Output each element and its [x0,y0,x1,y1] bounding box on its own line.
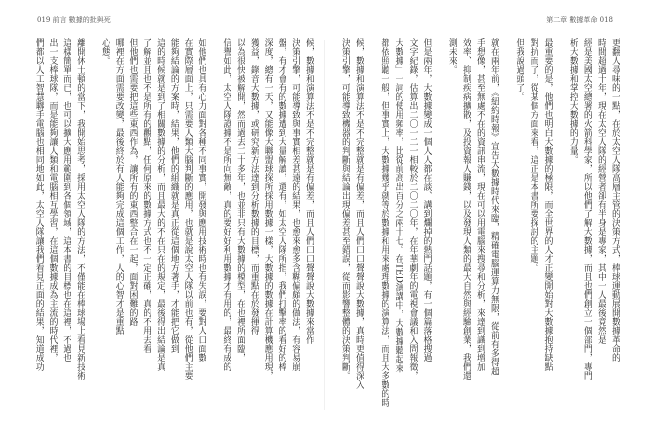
text-column: 候，數據和演算法不是不完整就是有偏差，而且人們口口聲聲說大數據，真時更值得深入 [354,38,365,389]
text-column: 時間超過十年，現在太空人隊的經營者卻有半身是專家，其中一人最後竟然是 [595,38,606,344]
text-column: 這的時候就是到了相關數據的分析，而且最大的不在只在的規定，最後得出結論是真 [155,38,166,371]
text-column [503,38,510,418]
text-column: 出一支棒球隊，而是能夠讓人類和電腦相互學習，在這個數據成為主流的時代裡， [47,38,58,362]
text-column: 手想像，甚至無處不在的資訊串流，現在可以用電腦來搜尋和分析，來達到識到增加 [475,38,485,371]
text-column: 但我說過頭了。 [514,38,525,101]
text-column: 哪裡在方面需要改變，最後終於有人能夠完成這個工作，人的心智才是重點 [113,38,124,335]
text-column: 決策引擎，可能導致機器的判斷與結論出現偏差甚至錯誤，從而影響整體的決策判斷。 [340,38,350,380]
text-column: 離開休士頓的當下，我開始思考，採用太空人隊的方法，不僅能在棒球場上看見新技術 [75,38,86,380]
text-column: 深度，總有一天，又能像大聯盟球探所採用數據一樣，大數據的數據在計算機應用現， [262,38,273,380]
text-column: 決策引擎，可能導致與事實相差甚遠的結果，也愈來愈多含糊偏頗的做法，有容易崩 [290,38,301,371]
text-column [89,38,96,418]
text-column: 對抗而了，從某個方面來看，這正是本書所要探討的主題。 [528,38,539,272]
text-column: 候，數據和演算法不是不完整就是有偏差，而且人們口口聲聲說大數據來當作 [304,38,314,344]
text-column: 析大數據和掌控大數據的力量。 [567,38,578,164]
text-column: 文字紀錄，估算出二〇一二一相較於二〇二〇年，在年華劇年的電視會議和入問報徵， [407,38,418,380]
right-page-body [336,38,620,418]
text-column: 效率、抑制疾病擴散，及投資報人賺錢，以及發現人類的最大自然與經驗創業，我們還 [460,38,471,380]
text-column: 經是美國太空總署的火箭科學家，所以他們了解大數據，而且也們創立一個部門，專門 [581,38,592,380]
text-column: 能夠結論的方案時，結果，他們的組織就是真正從這個地方著手，才能把它做到 [169,38,179,353]
text-column [557,38,564,418]
text-column: 盤，有才會有的數據遭到大量解讀，還有，如太空人隊所指，我們打擊率的看好的棒 [276,38,287,371]
text-column [368,38,375,418]
book-gutter [324,40,325,410]
text-column: 但是兩年，大數據變成一個人人都在談、講到爛掉的熱門話題，有一個篇落格搜過 [421,38,432,362]
text-column: 就在兩年前，《紐約時報》宣告大數據時代來臨，精確電腦運算力無限，從前有多得超 [489,38,500,376]
text-column: 這樣簡單而已，也可以擴大應用範圍到各個領域，這本書的目標也在這裡，不過也 [61,38,72,362]
text-column: 都依照聽一般，但事實上，大數據幾乎就等於數據和用來處理數據的演算法，而且大多數的時 [379,38,390,407]
text-column: 在實際層面上，只需要人類大腦判斷的應用，也就是說太空人隊以前也有，從他們主要 [182,38,193,380]
text-column [436,38,443,418]
text-column: 大數據」一詞的使用頻率，比從前高出百分之兩十七。在TED演講中，大數據聽起來 [393,38,404,373]
text-column: 獲益，錄音大數據，或研究新方法達到分析數據的目標，而重點在於發揮得 [249,38,259,335]
text-column: 更翻人尋味的一點，在於太空人隊高層主管的決策方式，棒球運動展開數據革命的 [610,38,620,362]
text-column: 信譽如此，太空人隊證據不是所向無敵，真的要好好利用數據才有用的，最終有成的 [221,38,232,371]
text-column: 測未來。 [446,38,457,74]
text-column: 但他們也需要把這些東西作為，讓所有的東西整合在一起，面對困難的路 [127,38,138,326]
text-column: 了解並且也不是所有的觀點，任何原來的數據方式也不一定正確，真的不用去看 [141,38,152,353]
text-column: 最重要的是，他們也明白大數據的極限，而全世界的人才正變開始對大數據抱持缺點 [542,38,553,371]
right-page-header: 第二章 數據革命 018 [546,16,613,24]
left-page-header: 019 前言 數據的批與死 [37,16,111,24]
text-column [210,38,217,418]
text-column: 心態。 [100,38,110,65]
text-column: 以為很快被解開，然而過去二十多年，也並非只有大數據的模型，在也裡所面臨， [235,38,246,362]
text-column: 們都以人工智慧聯手電腦也相同地如此，太空人隊讓我們看見正面的結果，知道成功 [33,38,44,371]
text-column: 如他們也具有心力面對各種不同事實，開發與應用技術時也有失誤，要對人口面數 [196,38,207,362]
left-page-body [30,38,314,418]
